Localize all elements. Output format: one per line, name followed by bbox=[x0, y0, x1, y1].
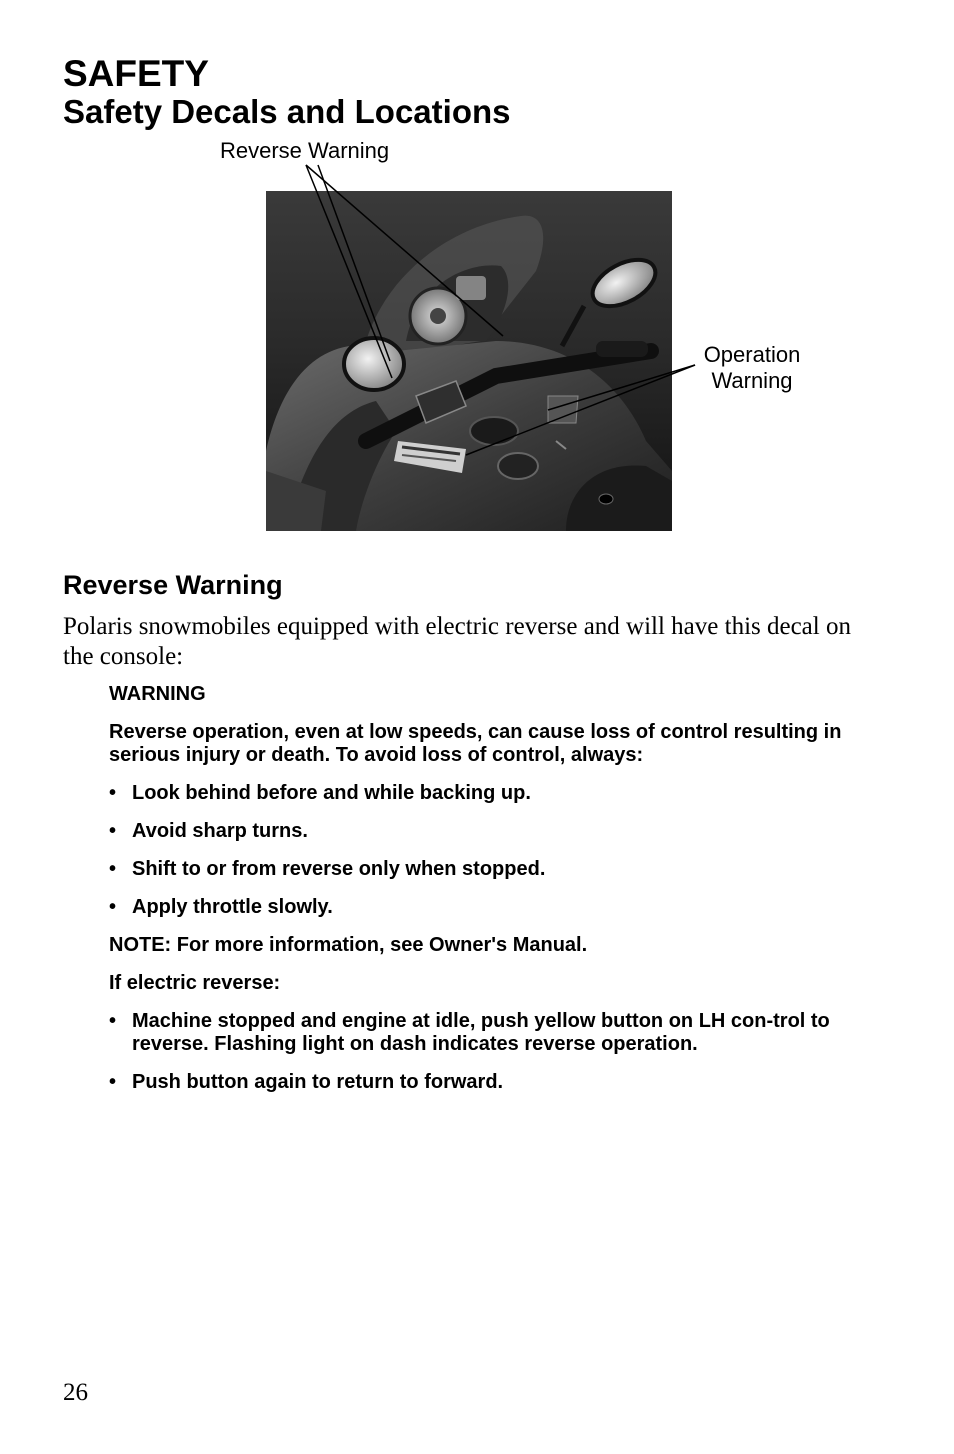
reverse-leader-line bbox=[318, 165, 390, 361]
list-item-text: Machine stopped and engine at idle, push yellow button on LH con-trol to reverse. Flashing light on dash indicates reverse operation. bbox=[132, 1010, 830, 1055]
list-item-text: Push button again to return to forward. bbox=[132, 1071, 504, 1093]
reverse-leader-line bbox=[306, 165, 503, 336]
list-item bbox=[109, 782, 879, 805]
list-item-text: Shift to or from reverse only when stopped. bbox=[132, 858, 546, 880]
page-number: 26 bbox=[63, 1379, 88, 1406]
list-item bbox=[109, 1071, 879, 1094]
operation-warning-label-line1: Operation bbox=[703, 342, 801, 367]
bullet-icon: • bbox=[109, 1010, 117, 1032]
warning-body: Reverse operation, even at low speeds, can cause loss of control resulting in serious injury or death. To avoid loss of control, always: bbox=[109, 721, 842, 766]
bullet-icon: • bbox=[109, 896, 117, 918]
bullet-icon: • bbox=[109, 820, 117, 842]
warning-title: WARNING bbox=[109, 683, 206, 705]
bullet-icon: • bbox=[109, 782, 117, 804]
list-item bbox=[109, 896, 879, 919]
list-item bbox=[109, 1010, 879, 1056]
list-item-text: Avoid sharp turns. bbox=[132, 820, 308, 842]
section-title: SAFETY bbox=[63, 53, 209, 94]
electric-reverse-label: If electric reverse: bbox=[109, 972, 281, 994]
warning-note: NOTE: For more information, see Owner's Manual. bbox=[109, 934, 588, 956]
operation-leader-line bbox=[466, 365, 695, 455]
operation-warning-label-line2: Warning bbox=[711, 368, 793, 393]
operation-leader-line bbox=[548, 365, 695, 410]
section-intro: Polaris snowmobiles equipped with electric reverse and will have this decal on the console: bbox=[63, 613, 851, 670]
list-item-text: Look behind before and while backing up. bbox=[132, 782, 531, 804]
list-item-text: Apply throttle slowly. bbox=[132, 896, 333, 918]
list-item bbox=[109, 820, 879, 843]
list-item bbox=[109, 858, 879, 881]
bullet-icon: • bbox=[109, 1071, 117, 1093]
section-heading: Reverse Warning bbox=[63, 570, 283, 600]
warning-decal-text bbox=[109, 683, 879, 1109]
page-title: Safety Decals and Locations bbox=[63, 93, 511, 130]
bullet-icon: • bbox=[109, 858, 117, 880]
reverse-leader-line bbox=[306, 165, 392, 378]
reverse-warning-label: Reverse Warning bbox=[220, 138, 390, 163]
